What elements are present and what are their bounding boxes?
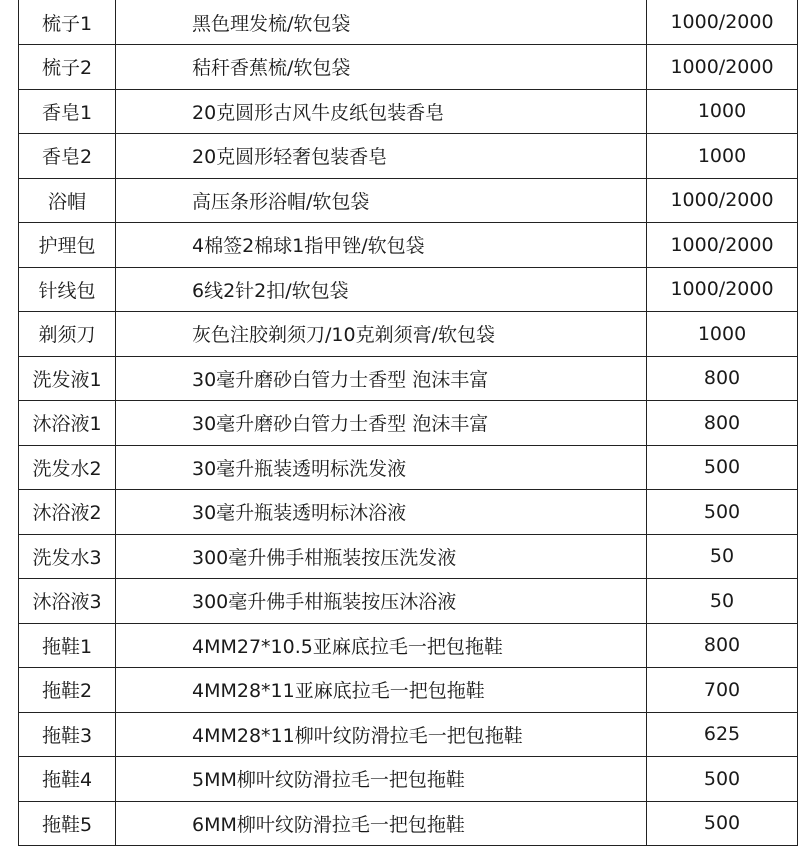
product-table bbox=[18, 0, 798, 846]
item-quantity-cell: 800 bbox=[647, 401, 798, 446]
item-description-cell: 20克圆形古风牛皮纸包装香皂 bbox=[116, 89, 647, 134]
table-row bbox=[19, 534, 798, 579]
item-name-cell: 香皂2 bbox=[19, 134, 116, 179]
table-row bbox=[19, 178, 798, 223]
table-row bbox=[19, 89, 798, 134]
item-description-cell: 灰色注胶剃须刀/10克剃须膏/软包袋 bbox=[116, 312, 647, 357]
table-row bbox=[19, 757, 798, 802]
item-name-cell: 拖鞋4 bbox=[19, 757, 116, 802]
item-quantity-cell: 1000/2000 bbox=[647, 178, 798, 223]
item-quantity-cell: 1000/2000 bbox=[647, 223, 798, 268]
item-description-cell: 秸秆香蕉梳/软包袋 bbox=[116, 45, 647, 90]
item-quantity-cell: 500 bbox=[647, 490, 798, 535]
item-description-cell: 30毫升瓶装透明标沐浴液 bbox=[116, 490, 647, 535]
item-name-cell: 梳子1 bbox=[19, 0, 116, 45]
item-description-cell: 300毫升佛手柑瓶装按压洗发液 bbox=[116, 534, 647, 579]
item-quantity-cell: 800 bbox=[647, 356, 798, 401]
item-quantity-cell: 625 bbox=[647, 712, 798, 757]
item-name-cell: 沐浴液2 bbox=[19, 490, 116, 535]
item-quantity-cell: 500 bbox=[647, 445, 798, 490]
item-name-cell: 梳子2 bbox=[19, 45, 116, 90]
item-description-cell: 30毫升磨砂白管力士香型 泡沫丰富 bbox=[116, 356, 647, 401]
item-quantity-cell: 1000/2000 bbox=[647, 267, 798, 312]
item-description-cell: 4MM28*11亚麻底拉毛一把包拖鞋 bbox=[116, 668, 647, 713]
item-description-cell: 30毫升磨砂白管力士香型 泡沫丰富 bbox=[116, 401, 647, 446]
table-row bbox=[19, 668, 798, 713]
item-quantity-cell: 1000 bbox=[647, 134, 798, 179]
item-name-cell: 沐浴液1 bbox=[19, 401, 116, 446]
item-name-cell: 针线包 bbox=[19, 267, 116, 312]
item-quantity-cell: 500 bbox=[647, 801, 798, 846]
item-description-cell: 5MM柳叶纹防滑拉毛一把包拖鞋 bbox=[116, 757, 647, 802]
item-name-cell: 拖鞋2 bbox=[19, 668, 116, 713]
item-name-cell: 剃须刀 bbox=[19, 312, 116, 357]
item-quantity-cell: 800 bbox=[647, 623, 798, 668]
item-description-cell: 6线2针2扣/软包袋 bbox=[116, 267, 647, 312]
item-name-cell: 沐浴液3 bbox=[19, 579, 116, 624]
item-description-cell: 6MM柳叶纹防滑拉毛一把包拖鞋 bbox=[116, 801, 647, 846]
table-row bbox=[19, 579, 798, 624]
item-quantity-cell: 1000/2000 bbox=[647, 45, 798, 90]
table-row bbox=[19, 312, 798, 357]
item-name-cell: 拖鞋1 bbox=[19, 623, 116, 668]
item-name-cell: 洗发水2 bbox=[19, 445, 116, 490]
item-description-cell: 黑色理发梳/软包袋 bbox=[116, 0, 647, 45]
item-quantity-cell: 700 bbox=[647, 668, 798, 713]
item-quantity-cell: 1000 bbox=[647, 89, 798, 134]
item-description-cell: 20克圆形轻奢包装香皂 bbox=[116, 134, 647, 179]
item-description-cell: 4MM27*10.5亚麻底拉毛一把包拖鞋 bbox=[116, 623, 647, 668]
item-description-cell: 300毫升佛手柑瓶装按压沐浴液 bbox=[116, 579, 647, 624]
table-row bbox=[19, 223, 798, 268]
item-description-cell: 30毫升瓶装透明标洗发液 bbox=[116, 445, 647, 490]
table-row bbox=[19, 267, 798, 312]
item-name-cell: 香皂1 bbox=[19, 89, 116, 134]
item-name-cell: 拖鞋3 bbox=[19, 712, 116, 757]
table-row bbox=[19, 356, 798, 401]
item-quantity-cell: 50 bbox=[647, 534, 798, 579]
table-row bbox=[19, 623, 798, 668]
table-row bbox=[19, 801, 798, 846]
table-row bbox=[19, 134, 798, 179]
item-quantity-cell: 1000 bbox=[647, 312, 798, 357]
item-quantity-cell: 1000/2000 bbox=[647, 0, 798, 45]
table-row bbox=[19, 445, 798, 490]
table-row bbox=[19, 0, 798, 45]
table-row bbox=[19, 401, 798, 446]
product-table-container bbox=[18, 0, 774, 846]
item-name-cell: 护理包 bbox=[19, 223, 116, 268]
item-description-cell: 4棉签2棉球1指甲锉/软包袋 bbox=[116, 223, 647, 268]
item-name-cell: 洗发液1 bbox=[19, 356, 116, 401]
item-quantity-cell: 500 bbox=[647, 757, 798, 802]
item-description-cell: 高压条形浴帽/软包袋 bbox=[116, 178, 647, 223]
item-name-cell: 拖鞋5 bbox=[19, 801, 116, 846]
item-quantity-cell: 50 bbox=[647, 579, 798, 624]
item-name-cell: 洗发水3 bbox=[19, 534, 116, 579]
item-description-cell: 4MM28*11柳叶纹防滑拉毛一把包拖鞋 bbox=[116, 712, 647, 757]
item-name-cell: 浴帽 bbox=[19, 178, 116, 223]
table-row bbox=[19, 712, 798, 757]
table-row bbox=[19, 45, 798, 90]
table-row bbox=[19, 490, 798, 535]
product-table-body bbox=[19, 0, 798, 846]
